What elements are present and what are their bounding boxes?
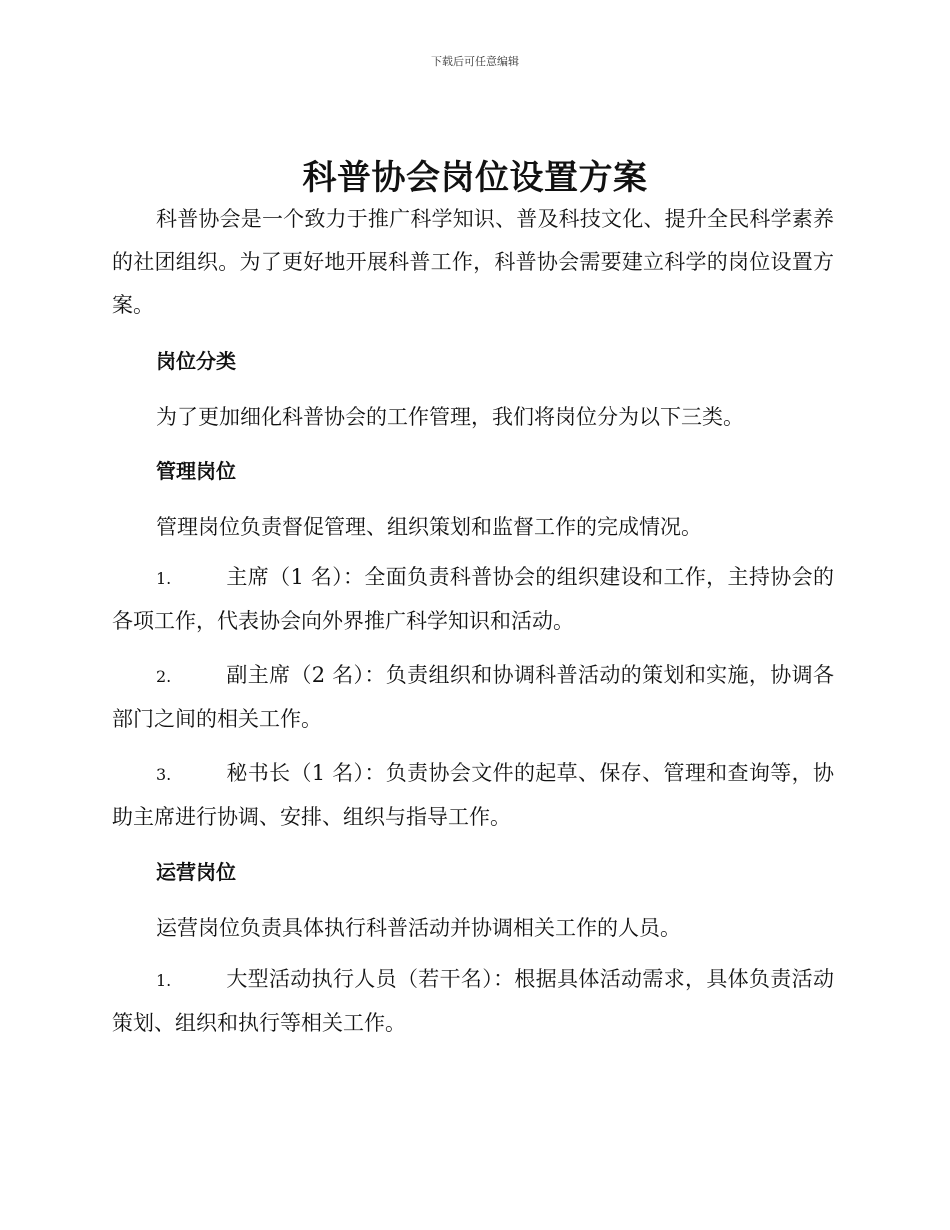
list-item-text: 副主席（2 名）：负责组织和协调科普活动的策划和实施，协调各部门之间的相关工作。 xyxy=(112,663,834,731)
operations-text: 运营岗位负责具体执行科普活动并协调相关工作的人员。 xyxy=(156,916,681,940)
management-text: 管理岗位负责督促管理、组织策划和监督工作的完成情况。 xyxy=(156,515,702,539)
list-item-text: 秘书长（1 名）：负责协会文件的起草、保存、管理和查询等，协助主席进行协调、安排、组织与指导工作。 xyxy=(112,761,834,829)
list-item-number: 1. xyxy=(156,569,172,588)
intro-paragraph: 科普协会是一个致力于推广科学知识、普及科技文化、提升全民科学素养的社团组织。为了更好地开展科普工作，科普协会需要建立科学的岗位设置方案。 xyxy=(112,207,834,317)
page-header-note: 下载后可任意编辑 xyxy=(431,55,519,68)
list-item-number: 2. xyxy=(156,667,172,686)
heading-classification: 岗位分类 xyxy=(156,349,236,373)
heading-operations: 运营岗位 xyxy=(156,860,236,884)
list-item xyxy=(112,752,834,839)
list-item xyxy=(112,556,834,643)
heading-management: 管理岗位 xyxy=(156,459,236,483)
list-item xyxy=(112,654,834,741)
list-item-text: 主席（1 名）：全面负责科普协会的组织建设和工作，主持协会的各项工作，代表协会向外界推广科学知识和活动。 xyxy=(112,565,834,633)
document-title: 科普协会岗位设置方案 xyxy=(302,158,648,198)
classification-text: 为了更加细化科普协会的工作管理，我们将岗位分为以下三类。 xyxy=(156,405,744,429)
list-item xyxy=(112,958,834,1045)
list-item-number: 3. xyxy=(156,765,172,784)
list-item-text: 大型活动执行人员（若干名）：根据具体活动需求，具体负责活动策划、组织和执行等相关工作。 xyxy=(112,967,834,1035)
list-item-number: 1. xyxy=(156,971,172,990)
